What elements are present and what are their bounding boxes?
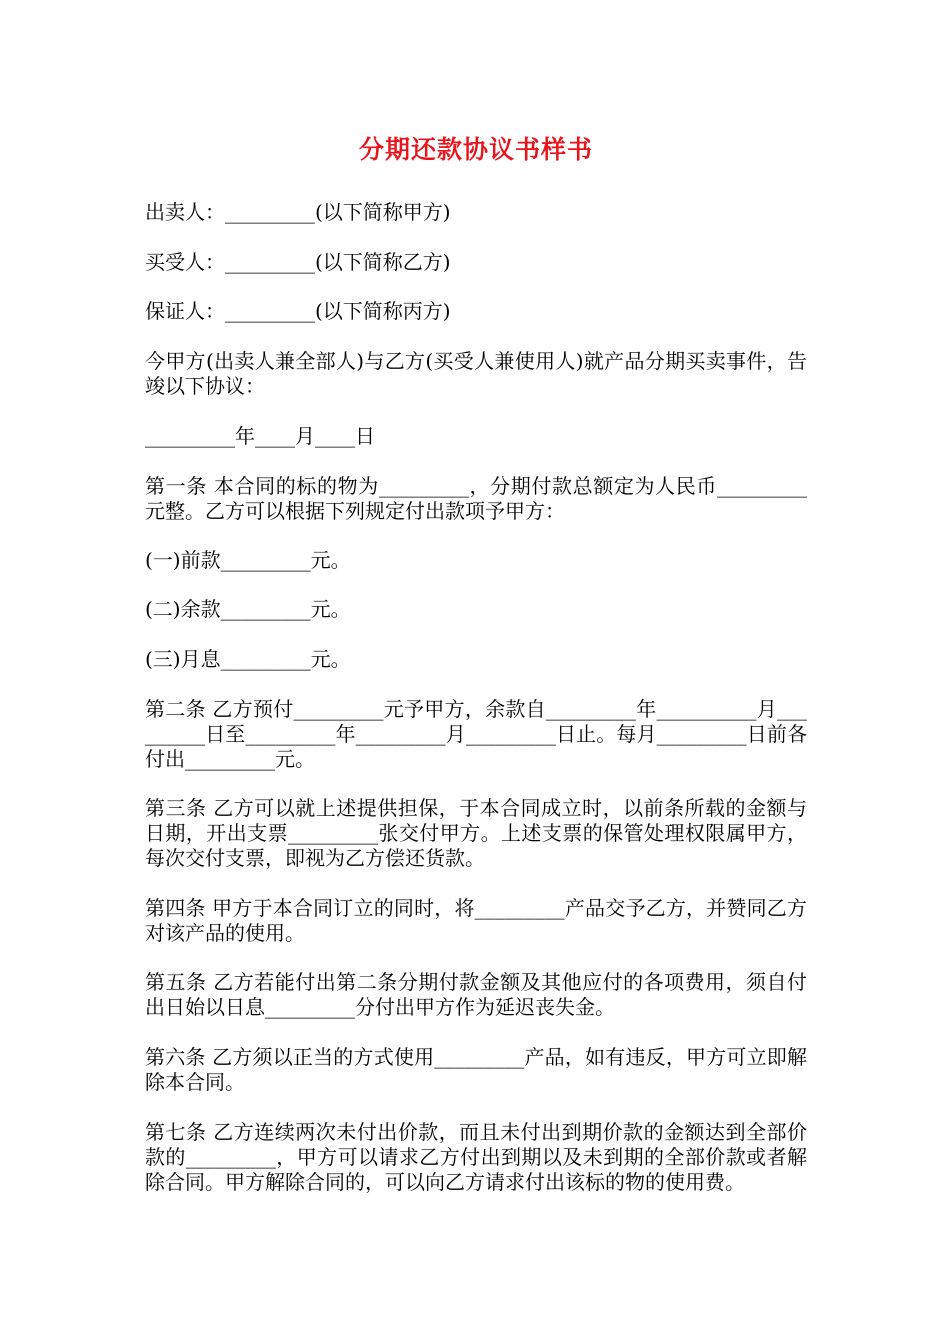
buyer-line: 买受人：_________(以下简称乙方) [145, 250, 451, 274]
seller-line: 出卖人：_________(以下简称甲方) [145, 200, 451, 224]
item-1: (一)前款_________元。 [145, 548, 351, 572]
article-1: 第一条 本合同的标的物为_________，分期付款总额定为人民币_________元整。乙方可以根据下列规定付出款项予甲方： [145, 474, 807, 523]
article-7: 第七条 乙方连续两次未付出价款，而且未付出到期价款的金额达到全部价款的_________，甲方可以请求乙方付出到期以及未到期的全部价款或者解除合同。甲方解除合同的，可以向乙方请求付出该标的物的使用费。 [145, 1120, 807, 1194]
article-6: 第六条 乙方须以正当的方式使用_________产品，如有违反，甲方可立即解除本合同。 [145, 1045, 807, 1094]
article-2: 第二条 乙方预付_________元予甲方，余款自_________年__________月_________日至_________年_________月_________日止。每月_________日前各付出_________元。 [145, 697, 807, 771]
document-title: 分期还款协议书样书 [358, 135, 593, 164]
date-line: _________年____月____日 [145, 424, 375, 448]
article-3: 第三条 乙方可以就上述提供担保，于本合同成立时，以前条所载的金额与日期，开出支票_________张交付甲方。上述支票的保管处理权限属甲方，每次交付支票，即视为乙方偿还货款。 [145, 796, 807, 870]
preamble-paragraph: 今甲方(出卖人兼全部人)与乙方(买受人兼使用人)就产品分期买卖事件，告竣以下协议： [145, 349, 807, 398]
article-5: 第五条 乙方若能付出第二条分期付款金额及其他应付的各项费用，须自付出日始以日息_________分付出甲方作为延迟丧失金。 [145, 970, 807, 1019]
item-2: (二)余款_________元。 [145, 597, 351, 621]
article-4: 第四条 甲方于本合同订立的同时，将_________产品交予乙方，并赞同乙方对该产品的使用。 [145, 896, 807, 945]
item-3: (三)月息_________元。 [145, 647, 351, 671]
guarantor-line: 保证人：_________(以下简称丙方) [145, 299, 451, 323]
